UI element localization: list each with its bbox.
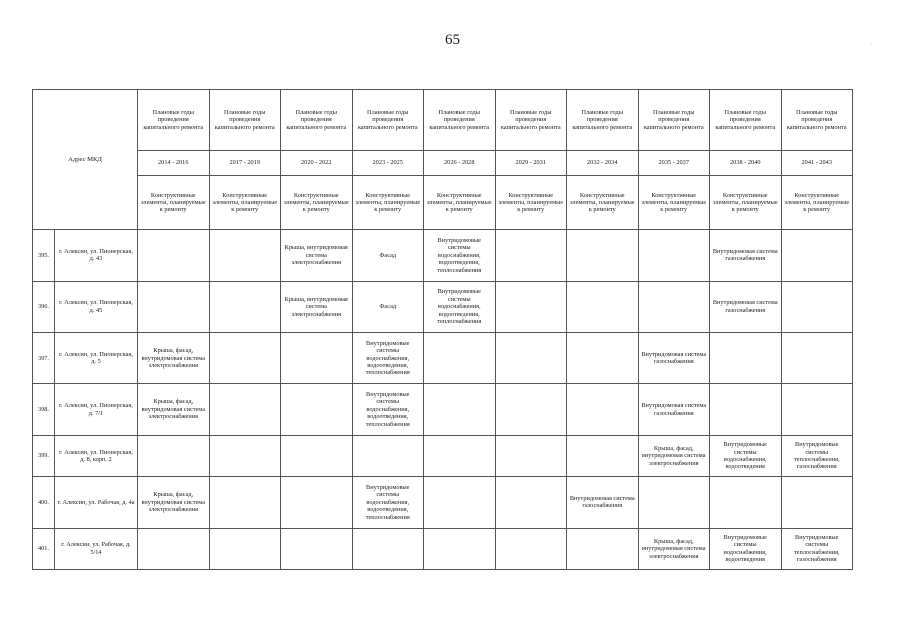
planned-years-header: Плановые годы проведения капитального ремонта bbox=[567, 90, 639, 151]
planned-years-header: Плановые годы проведения капитального ремонта bbox=[710, 90, 782, 151]
planned-years-header: Плановые годы проведения капитального ремонта bbox=[495, 90, 567, 151]
repair-cell bbox=[781, 230, 853, 281]
period-header: 2017 - 2019 bbox=[209, 150, 281, 176]
page-number: 65 bbox=[445, 32, 460, 48]
row-address: г. Алексин, ул. Пионерская, д. 8, корп. 2 bbox=[55, 435, 138, 476]
period-header: 2020 - 2022 bbox=[281, 150, 353, 176]
elements-header: Конструктивные элементы, планируемые к ремонту bbox=[638, 176, 710, 230]
row-number: 398. bbox=[33, 384, 55, 435]
table-row bbox=[33, 333, 853, 384]
repair-cell bbox=[638, 281, 710, 332]
row-number: 397. bbox=[33, 333, 55, 384]
repair-cell bbox=[424, 528, 496, 569]
elements-header: Конструктивные элементы, планируемые к ремонту bbox=[495, 176, 567, 230]
repair-cell bbox=[781, 477, 853, 528]
repair-cell: Крыша, фасад, внутридомовая система электроснабжения bbox=[138, 384, 210, 435]
table-row bbox=[33, 528, 853, 569]
repair-cell bbox=[781, 384, 853, 435]
repair-cell: Крыша, внутридомовая система электроснабжения bbox=[281, 230, 353, 281]
table-row bbox=[33, 281, 853, 332]
row-address: г. Алексин, ул. Пионерская, д. 43 bbox=[55, 230, 138, 281]
table-row bbox=[33, 384, 853, 435]
repair-cell bbox=[495, 281, 567, 332]
row-address: г. Алексин, ул. Пионерская, д. 7/1 bbox=[55, 384, 138, 435]
row-number: 400. bbox=[33, 477, 55, 528]
repair-cell bbox=[567, 528, 639, 569]
period-header: 2035 - 2037 bbox=[638, 150, 710, 176]
repair-cell bbox=[495, 435, 567, 476]
elements-header: Конструктивные элементы, планируемые к ремонту bbox=[781, 176, 853, 230]
repair-cell bbox=[281, 384, 353, 435]
address-header: Адрес МКД bbox=[33, 90, 138, 230]
repair-cell bbox=[710, 477, 782, 528]
repair-cell bbox=[209, 435, 281, 476]
repair-cell: Крыша, фасад, внутридомовая система электроснабжения bbox=[638, 528, 710, 569]
repair-cell bbox=[281, 435, 353, 476]
planned-years-header: Плановые годы проведения капитального ремонта bbox=[209, 90, 281, 151]
elements-header: Конструктивные элементы, планируемые к ремонту bbox=[424, 176, 496, 230]
repair-cell bbox=[567, 384, 639, 435]
row-address: г. Алексин, ул. Рабочая, д. 4а bbox=[55, 477, 138, 528]
planned-years-header: Плановые годы проведения капитального ремонта bbox=[281, 90, 353, 151]
repair-cell bbox=[352, 435, 424, 476]
repair-cell: Внутридомовая система газоснабжения bbox=[638, 333, 710, 384]
planned-years-header: Плановые годы проведения капитального ремонта bbox=[781, 90, 853, 151]
planned-years-header: Плановые годы проведения капитального ремонта bbox=[424, 90, 496, 151]
period-header: 2029 - 2031 bbox=[495, 150, 567, 176]
repair-cell: Внутридомовые системы водоснабжения, водоотведения, теплоснабжения bbox=[424, 230, 496, 281]
repair-cell: Фасад bbox=[352, 230, 424, 281]
capital-repair-schedule-table bbox=[32, 89, 853, 570]
row-number: 395. bbox=[33, 230, 55, 281]
planned-years-header: Плановые годы проведения капитального ремонта bbox=[638, 90, 710, 151]
period-header: 2026 - 2028 bbox=[424, 150, 496, 176]
repair-cell bbox=[138, 230, 210, 281]
row-address: г. Алексин, ул. Пионерская, д. 45 bbox=[55, 281, 138, 332]
repair-cell bbox=[781, 281, 853, 332]
table-row bbox=[33, 230, 853, 281]
repair-cell bbox=[209, 281, 281, 332]
repair-cell bbox=[281, 333, 353, 384]
repair-cell: Внутридомовая система газоснабжения bbox=[638, 384, 710, 435]
repair-cell: Внутридомовые системы водоснабжения, водоотведения, теплоснабжения bbox=[352, 333, 424, 384]
table-row bbox=[33, 435, 853, 476]
margin-mark: · bbox=[870, 40, 873, 48]
table-header bbox=[33, 90, 853, 230]
repair-cell: Внутридомовые системы водоснабжения, водоотведения, теплоснабжения bbox=[424, 281, 496, 332]
elements-header: Конструктивные элементы, планируемые к ремонту bbox=[281, 176, 353, 230]
repair-cell bbox=[138, 435, 210, 476]
repair-cell: Внутридомовая система газоснабжения bbox=[710, 230, 782, 281]
repair-cell bbox=[781, 333, 853, 384]
repair-cell: Крыша, фасад, внутридомовая система электроснабжения bbox=[138, 477, 210, 528]
repair-cell bbox=[495, 333, 567, 384]
row-number: 396. bbox=[33, 281, 55, 332]
repair-cell bbox=[495, 384, 567, 435]
repair-cell: Внутридомовая система газоснабжения bbox=[567, 477, 639, 528]
repair-cell: Внутридомовая система газоснабжения bbox=[710, 281, 782, 332]
elements-header: Конструктивные элементы, планируемые к ремонту bbox=[209, 176, 281, 230]
period-header: 2041 - 2043 bbox=[781, 150, 853, 176]
table-row bbox=[33, 477, 853, 528]
repair-cell bbox=[424, 477, 496, 528]
row-address: г. Алексин, ул. Рабочая, д. 5/14 bbox=[55, 528, 138, 569]
elements-header: Конструктивные элементы, планируемые к ремонту bbox=[567, 176, 639, 230]
repair-cell bbox=[710, 333, 782, 384]
repair-cell bbox=[567, 333, 639, 384]
repair-cell bbox=[567, 230, 639, 281]
repair-cell: Внутридомовые системы теплоснабжения, газоснабжения bbox=[781, 435, 853, 476]
elements-header: Конструктивные элементы, планируемые к ремонту bbox=[138, 176, 210, 230]
repair-cell bbox=[138, 528, 210, 569]
repair-cell bbox=[567, 281, 639, 332]
repair-cell bbox=[495, 528, 567, 569]
repair-cell: Внутридомовые системы теплоснабжения, газоснабжения bbox=[781, 528, 853, 569]
period-header: 2023 - 2025 bbox=[352, 150, 424, 176]
repair-cell: Крыша, внутридомовая система электроснабжения bbox=[281, 281, 353, 332]
repair-cell bbox=[209, 230, 281, 281]
repair-cell bbox=[495, 230, 567, 281]
repair-cell bbox=[209, 384, 281, 435]
repair-cell bbox=[138, 281, 210, 332]
repair-cell: Внутридомовые системы водоснабжения, водоотведения, теплоснабжения bbox=[352, 384, 424, 435]
repair-cell: Крыша, фасад, внутридомовая система электроснабжения bbox=[638, 435, 710, 476]
planned-years-header: Плановые годы проведения капитального ремонта bbox=[138, 90, 210, 151]
repair-cell bbox=[495, 477, 567, 528]
table-body bbox=[33, 230, 853, 570]
elements-header: Конструктивные элементы, планируемые к ремонту bbox=[710, 176, 782, 230]
repair-cell: Внутридомовые системы водоснабжения, водоотведения, теплоснабжения bbox=[352, 477, 424, 528]
repair-cell: Крыша, фасад, внутридомовая система электроснабжения bbox=[138, 333, 210, 384]
period-header: 2038 - 2040 bbox=[710, 150, 782, 176]
repair-cell bbox=[281, 528, 353, 569]
repair-cell bbox=[424, 384, 496, 435]
row-address: г. Алексин, ул. Пионерская, д. 5 bbox=[55, 333, 138, 384]
repair-cell: Внутридомовые системы водоснабжения, водоотведения bbox=[710, 435, 782, 476]
elements-header: Конструктивные элементы, планируемые к ремонту bbox=[352, 176, 424, 230]
row-number: 399. bbox=[33, 435, 55, 476]
row-number: 401. bbox=[33, 528, 55, 569]
planned-years-header: Плановые годы проведения капитального ремонта bbox=[352, 90, 424, 151]
repair-cell bbox=[567, 435, 639, 476]
repair-cell bbox=[638, 230, 710, 281]
period-header: 2032 - 2034 bbox=[567, 150, 639, 176]
repair-cell bbox=[209, 333, 281, 384]
repair-cell bbox=[424, 333, 496, 384]
repair-cell bbox=[209, 477, 281, 528]
repair-cell bbox=[710, 384, 782, 435]
repair-cell: Внутридомовые системы водоснабжения, водоотведения bbox=[710, 528, 782, 569]
repair-cell: Фасад bbox=[352, 281, 424, 332]
repair-cell bbox=[209, 528, 281, 569]
repair-cell bbox=[638, 477, 710, 528]
repair-cell bbox=[352, 528, 424, 569]
repair-cell bbox=[281, 477, 353, 528]
period-header: 2014 - 2016 bbox=[138, 150, 210, 176]
repair-cell bbox=[424, 435, 496, 476]
